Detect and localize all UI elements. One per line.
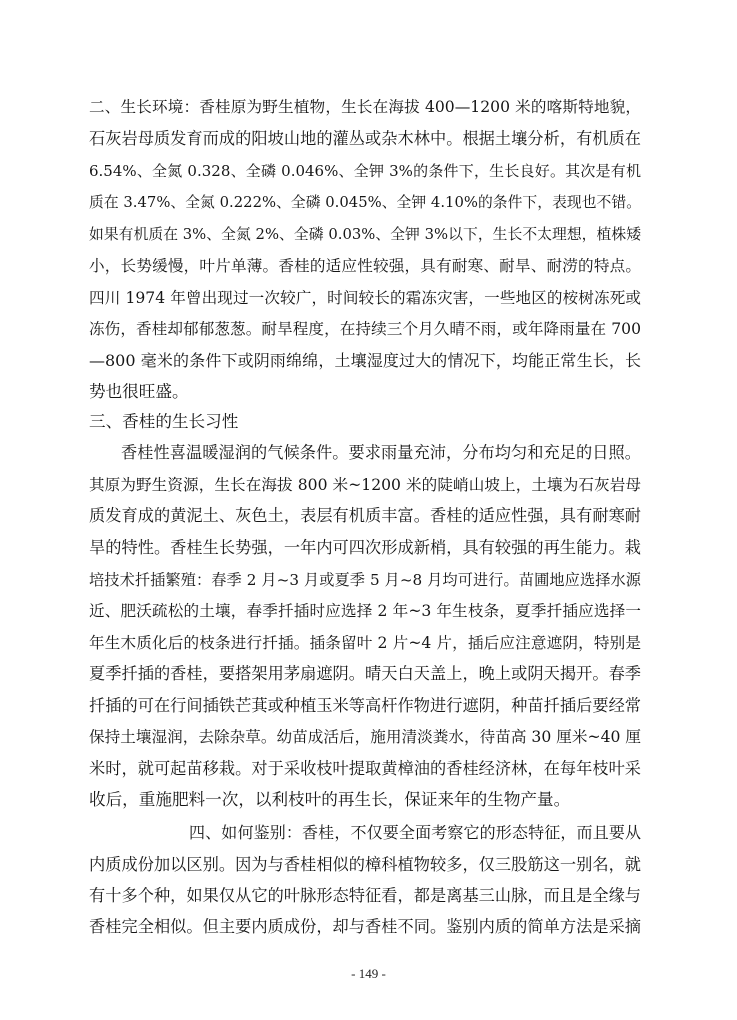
paragraph-line: 有十多个种，如果仅从它的叶脉形态特征看，都是离基三山脉，而且是全缘与 <box>89 886 641 905</box>
paragraph-line: 米时，就可起苗移栽。对于采收枝叶提取黄樟油的香桂经济林，在每年枝叶采 <box>89 759 641 778</box>
paragraph-line: 旱的特性。香桂生长势强，一年内可四次形成新梢，具有较强的再生能力。栽 <box>89 538 641 557</box>
paragraph-line: 近、肥沃疏松的土壤，春季扦插时应选择 2 年~3 年生枝条，夏季扦插应选择一 <box>89 602 641 620</box>
page-number: - 149 - <box>351 966 386 981</box>
paragraph-line: 收后，重施肥料一次，以利枝叶的再生长，保证来年的生物产量。 <box>89 790 571 809</box>
paragraph-line: 石灰岩母质发育而成的阳坡山地的灌丛或杂木林中。根据土壤分析，有机质在 <box>89 129 641 148</box>
paragraph-line: 小，长势缓慢，叶片单薄。香桂的适应性较强，具有耐寒、耐旱、耐涝的特点。 <box>89 257 641 275</box>
paragraph-line: 二、生长环境：香桂原为野生植物，生长在海拔 400—1200 米的喀斯特地貌， <box>89 98 641 116</box>
paragraph-line: 内质成份加以区别。因为与香桂相似的樟科植物较多，仅三股筋这一别名，就 <box>89 855 641 874</box>
paragraph-line: 夏季扦插的香桂，要搭架用茅扇遮阴。晴天白天盖上，晚上或阴天揭开。春季 <box>89 664 641 683</box>
paragraph-line: 势也很旺盛。 <box>89 382 189 401</box>
paragraph-line: 6.54%、全氮 0.328、全磷 0.046%、全钾 3%的条件下，生长良好。其次是有机 <box>89 162 641 180</box>
paragraph-line: —800 毫米的条件下或阴雨绵绵，土壤湿度过大的情况下，均能正常生长，长 <box>89 351 641 370</box>
paragraph-line: 四、如何鉴别：香桂，不仅要全面考察它的形态特征，而且要从 <box>189 823 641 842</box>
paragraph-line: 冻伤，香桂却郁郁葱葱。耐旱程度，在持续三个月久晴不雨，或年降雨量在 700 <box>89 320 641 338</box>
paragraph-line: 香桂完全相似。但主要内质成份，却与香桂不同。鉴别内质的简单方法是采摘 <box>89 917 641 936</box>
paragraph-line: 如果有机质在 3%、全氮 2%、全磷 0.03%、全钾 3%以下，生长不太理想，植株矮 <box>89 226 641 243</box>
paragraph-line: 四川 1974 年曾出现过一次较广，时间较长的霜冻灾害，一些地区的桉树冻死或 <box>89 289 641 307</box>
paragraph-line: 质在 3.47%、全氮 0.222%、全磷 0.045%、全钾 4.10%的条件下，表现也不错。 <box>89 194 641 211</box>
paragraph-line: 扦插的可在行间插铁芒萁或种植玉米等高杆作物进行遮阴，种苗扦插后要经常 <box>89 696 641 715</box>
paragraph-line: 培技术扦插繁殖：春季 2 月~3 月或夏季 5 月~8 月均可进行。苗圃地应选择水源 <box>89 571 641 589</box>
paragraph-line: 其原为野生资源，生长在海拔 800 米~1200 米的陡峭山坡上，土壤为石灰岩母 <box>89 476 641 494</box>
paragraph-line: 香桂性喜温暖湿润的气候条件。要求雨量充沛，分布均匀和充足的日照。 <box>121 443 641 462</box>
paragraph-line: 质发育成的黄泥土、灰色土，表层有机质丰富。香桂的适应性强，具有耐寒耐 <box>89 506 641 525</box>
section-heading: 三、香桂的生长习性 <box>89 412 239 431</box>
paragraph-line: 保持土壤湿润，去除杂草。幼苗成活后，施用清淡粪水，待苗高 30 厘米~40 厘 <box>89 728 641 746</box>
paragraph-line: 年生木质化后的枝条进行扦插。插条留叶 2 片~4 片，插后应注意遮阴，特别是 <box>89 634 641 652</box>
